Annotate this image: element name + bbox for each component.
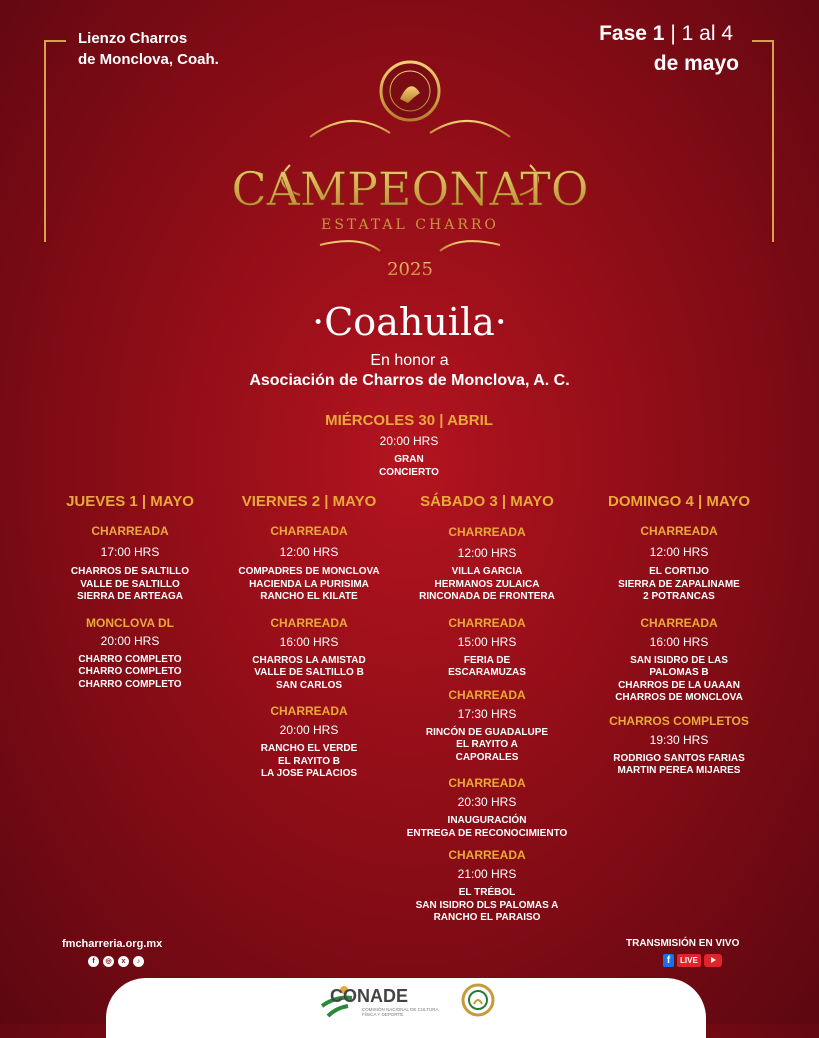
sponsor-name: CONADE	[330, 986, 409, 1006]
opening-day	[314, 412, 504, 479]
event-type: CHARROS COMPLETOS	[609, 713, 749, 728]
day-heading: DOMINGO 4 | MAYO	[608, 493, 750, 510]
day-column-thursday	[35, 493, 225, 691]
event-teams: RODRIGO SANTOS FARIAS MARTIN PEREA MIJARES	[613, 752, 745, 776]
event-teams: VILLA GARCIA HERMANOS ZULAICA RINCONADA DE FRONTERA	[419, 566, 555, 602]
event-time: 19:30 HRS	[649, 732, 709, 747]
event-type: CHARREADA	[270, 615, 348, 630]
event-time: 20:00 HRS	[379, 434, 439, 448]
federation-seal-icon	[460, 982, 496, 1022]
event-teams: FERIA DE ESCARAMUZAS	[448, 654, 526, 678]
event-type: CHARREADA	[448, 848, 526, 862]
website-link[interactable]: fmcharreria.org.mx	[62, 938, 163, 950]
event-teams: INAUGURACIÓN ENTREGA DE RECONOCIMIENTO	[406, 815, 568, 839]
event-time: 20:00 HRS	[279, 723, 339, 737]
phase-month: de mayo	[653, 52, 739, 75]
event-teams: RINCÓN DE GUADALUPE EL RAYITO A CAPORALES	[425, 726, 549, 763]
frame-left-ornament	[44, 40, 66, 242]
live-badge[interactable]: LIVE	[677, 954, 701, 967]
event-type: CHARREADA	[640, 615, 718, 630]
event-time: 12:00 HRS	[457, 546, 517, 560]
event-teams: CHARRO COMPLETO CHARRO COMPLETO CHARRO COMPLETO	[78, 653, 182, 690]
event-teams: COMPADRES DE MONCLOVA HACIENDA LA PURISIMA RANCHO EL KILATE	[238, 566, 380, 602]
venue-label: Lienzo Charros de Monclova, Coah.	[78, 30, 219, 68]
event-type: CHARREADA	[448, 615, 526, 630]
day-column-saturday	[392, 493, 582, 925]
youtube-icon[interactable]	[704, 954, 722, 967]
logo-title: CAMPEONATO	[231, 162, 589, 216]
event-type: CHARREADA	[640, 524, 718, 538]
day-column-friday	[214, 493, 404, 781]
event-time: 21:00 HRS	[457, 867, 517, 881]
phase-range: 1 al 4	[681, 22, 733, 45]
event-time: 20:00 HRS	[100, 633, 160, 648]
logo-year: 2025	[387, 259, 433, 280]
event-teams: CHARROS DE SALTILLO VALLE DE SALTILLO SIERRA DE ARTEAGA	[70, 566, 190, 602]
honor-line: En honor a	[370, 352, 449, 369]
day-heading: SÁBADO 3 | MAYO	[420, 493, 554, 510]
phase-number: Fase 1	[599, 22, 665, 45]
frame-right-ornament	[752, 40, 774, 242]
phase-label: Fase 1 | 1 al 4	[599, 22, 733, 45]
event-teams: EL CORTIJO SIERRA DE ZAPALINAME 2 POTRANCAS	[618, 566, 740, 602]
social-icons	[88, 956, 144, 967]
day-heading: JUEVES 1 | MAYO	[66, 493, 194, 510]
facebook-icon[interactable]: f	[88, 956, 99, 967]
event-time: 12:00 HRS	[279, 545, 339, 559]
event-teams: EL TRÉBOL SAN ISIDRO DLS PALOMAS A RANCHO EL PARAISO	[415, 887, 559, 923]
event-time: 16:00 HRS	[649, 634, 709, 649]
event-type: CHARREADA	[270, 524, 348, 538]
event-type: CHARREADA	[91, 524, 169, 538]
event-teams: SAN ISIDRO DE LAS PALOMAS B CHARROS DE LA UAAAN CHARROS DE MONCLOVA	[615, 654, 743, 703]
event-detail: GRAN CONCIERTO	[379, 454, 439, 478]
instagram-icon[interactable]: ◎	[103, 956, 114, 967]
sponsor-subtitle: COMISIÓN NACIONAL DE CULTURA FÍSICA Y DEPORTE	[362, 1007, 439, 1017]
facebook-icon[interactable]: f	[663, 954, 674, 967]
day-heading: MIÉRCOLES 30 | ABRIL	[325, 412, 493, 429]
honoree-name: Asociación de Charros de Monclova, A. C.	[249, 372, 570, 389]
event-teams: RANCHO EL VERDE EL RAYITO B LA JOSE PALACIOS	[260, 743, 358, 779]
event-time: 16:00 HRS	[279, 634, 339, 649]
event-type: MONCLOVA DL	[86, 615, 174, 630]
day-heading: VIERNES 2 | MAYO	[241, 493, 377, 510]
event-teams: CHARROS LA AMISTAD VALLE DE SALTILLO B SAN CARLOS	[252, 654, 366, 691]
tiktok-icon[interactable]: ♪	[133, 956, 144, 967]
logo-subtitle: ESTATAL CHARRO	[321, 217, 499, 233]
stream-icons	[663, 954, 722, 967]
event-time: 17:30 HRS	[457, 706, 517, 721]
event-time: 15:00 HRS	[457, 634, 517, 649]
event-time: 20:30 HRS	[457, 795, 517, 809]
event-type: CHARREADA	[448, 776, 526, 790]
event-type: CHARREADA	[270, 704, 348, 718]
championship-logo	[231, 55, 589, 285]
live-stream-label: TRANSMISIÓN EN VIVO	[626, 938, 740, 949]
day-column-sunday	[584, 493, 774, 778]
event-type: CHARREADA	[448, 525, 526, 539]
event-type: CHARREADA	[448, 687, 526, 702]
event-time: 17:00 HRS	[100, 545, 160, 559]
x-icon[interactable]: x	[118, 956, 129, 967]
event-time: 12:00 HRS	[649, 545, 709, 559]
state-title: ·Coahuila·	[312, 300, 507, 344]
